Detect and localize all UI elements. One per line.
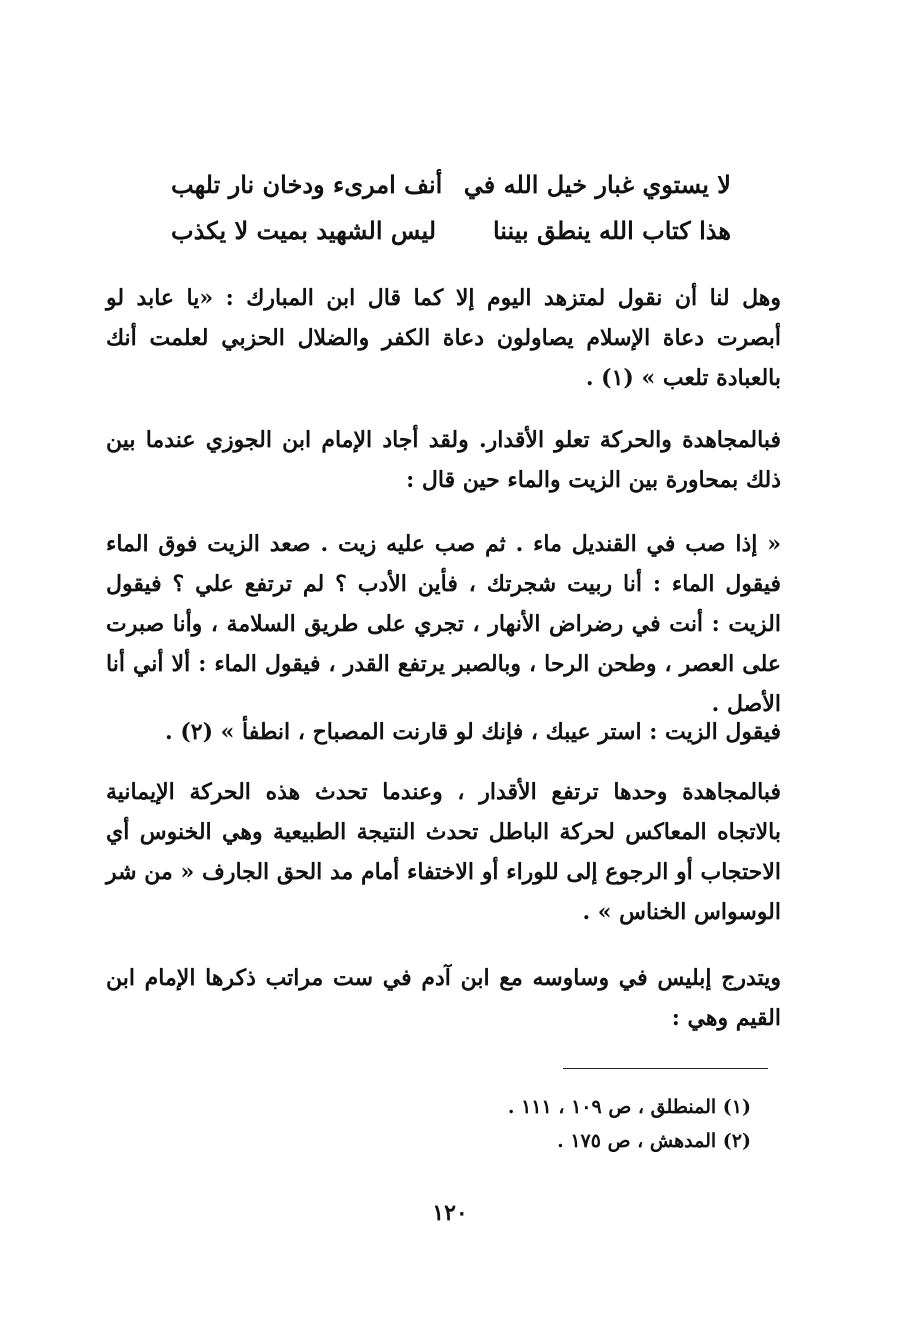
poem-line-2-first-hemistich: هذا كتاب الله ينطق بيننا — [492, 216, 731, 245]
paragraph-oil-reply: فيقول الزيت : استر عيبك ، فإنك لو قارنت المصباح ، انطفأ » (٢) . — [165, 719, 781, 745]
paragraph-ibn-al-jawzi: فبالمجاهدة والحركة تعلو الأقدار. ولقد أجاد الإمام ابن الجوزي عندما بين ذلك بمحاورة بين الزيت والماء حين قال : — [106, 427, 781, 493]
poem-line-2 — [171, 216, 731, 246]
footnote-1: (١) المنطلق ، ص ١٠٩ ، ١١١ . — [507, 1096, 751, 1118]
paragraph-iblis-stages: ويتدرج إبليس في وساوسه مع ابن آدم في ست مراتب ذكرها الإمام ابن القيم وهي : — [106, 965, 781, 1031]
footnote-separator — [563, 1068, 768, 1069]
paragraph-striving: فبالمجاهدة وحدها ترتفع الأقدار ، وعندما تحدث هذه الحركة الإيمانية بالاتجاه المعاكس لحركة الباطل تحدث النتيجة الطبيعية وهي الخنوس أي الاحتجاب أو الرجوع إلى للوراء أو الاختفاء أمام مد الحق الجارف « من شر الوسواس الخناس » . — [106, 779, 781, 925]
poem-line-1 — [171, 170, 731, 200]
poem-line-2-second-hemistich: ليس الشهيد بميت لا يكذب — [171, 216, 437, 245]
footnote-2: (٢) المدهش ، ص ١٧٥ . — [557, 1130, 751, 1152]
page-number: ١٢٠ — [432, 1200, 468, 1226]
poem-line-1-second-hemistich: أنف امرىء ودخان نار تلهب — [171, 170, 443, 199]
paragraph-ibn-al-mubarak: وهل لنا أن نقول لمتزهد اليوم إلا كما قال ابن المبارك : «يا عابد لو أبصرت دعاة الإسلام يصاولون دعاة الكفر والضلال الحزبي لعلمت أنك بالعبادة تلعب » (١) . — [106, 285, 781, 391]
paragraph-oil-water-dialogue: « إذا صب في القنديل ماء . ثم صب عليه زيت . صعد الزيت فوق الماء فيقول الماء : أنا ربيت شجرتك ، فأين الأدب ؟ لم ترتفع علي ؟ فيقول الزيت : أنت في رضراض الأنهار ، تجري على طريق السلامة ، وأنا صبرت على العصر ، وطحن الرحا ، وبالصبر يرتفع القدر ، فيقول الماء : ألا أني أنا الأصل . — [106, 531, 782, 717]
poem-line-1-first-hemistich: لا يستوي غبار خيل الله في — [463, 170, 731, 199]
